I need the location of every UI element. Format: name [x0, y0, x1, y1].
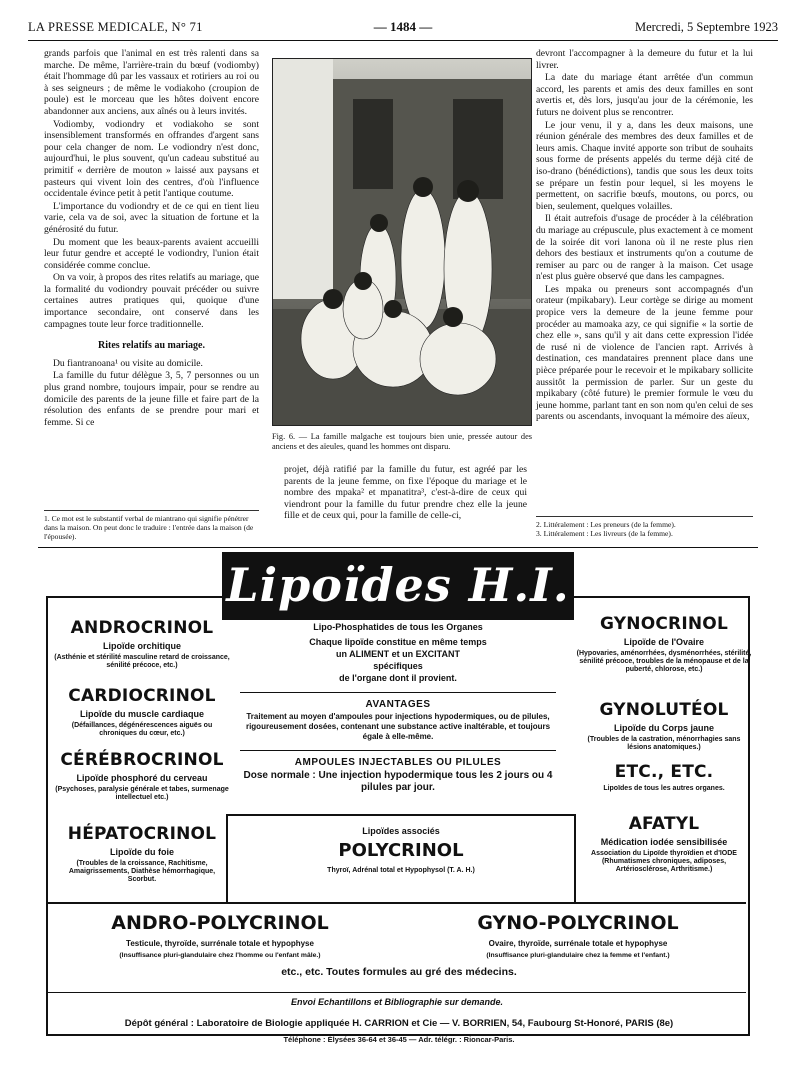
- article-column-2: [284, 464, 527, 523]
- ad-center-text: [240, 636, 556, 794]
- ampoules-heading: AMPOULES INJECTABLES OU PILULES: [240, 750, 556, 768]
- product-name: ANDRO-POLYCRINOL: [111, 912, 329, 934]
- photo-caption: Fig. 6. — La famille malgache est toujours bien unie, pressée autour des anciens et des aïeules, quand les hommes ont disparu.: [272, 432, 532, 451]
- product-description: (Insuffisance pluri-glandulaire chez la femme et l'enfant.): [486, 952, 670, 959]
- paragraph: Il était autrefois d'usage de procéder à la célébration du mariage au crépuscule, plus exactement à ce moment de la soirée dit vori lanona où il ne reste plus rien dehors des bestiaux et instruments qu'on a coutume de remiser au parc ou de ranger à la maison. Cet usage n'est plus guère observé que dans les campagnes.: [536, 213, 753, 283]
- product-name: CARDIOCRINOL: [68, 686, 216, 706]
- paragraph: devront l'accompagner à la demeure du futur et la lui livrer.: [536, 48, 753, 71]
- lead-line: de l'organe dont il provient.: [339, 673, 457, 683]
- product-name: ANDROCRINOL: [70, 618, 214, 638]
- avantages-text: Traitement au moyen d'ampoules pour injections hypodermiques, ou de pilules, rigoureusement dosées, contenant une substance active inaltérable, et toujours égale à elle-même.: [245, 712, 551, 741]
- article-column-1: [44, 48, 259, 429]
- product-gyno-polycrinol: [408, 912, 748, 959]
- telephone-line: Téléphone : Élysées 36-64 et 36-45 — Adr. télégr. : Rioncar-Paris.: [283, 1035, 515, 1044]
- paragraph: Du fiantranoana¹ ou visite au domicile.: [53, 357, 203, 369]
- formulas-line: etc., etc. Toutes formules au gré des médecins.: [281, 966, 517, 978]
- paragraph: grands parfois que l'animal en est très ralenti dans sa marche. De même, l'arrière-train du bœuf (vodiomby) était l'hommage dû par les vassaux et rotiriers au roi ou à ses seigneurs ; de même le vodiakoho (croupion de poule) est le morceau que les hôtes doivent encore abandonner aux anciens, aux aînés ou à leurs invités.: [44, 48, 259, 117]
- product-description: (Défaillances, dégénérescences aiguës ou chroniques du cœur, etc.): [71, 722, 213, 738]
- depot-address: Dépôt général : Laboratoire de Biologie appliquée H. CARRION et Cie — V. BORRIEN, 54, Faubourg St-Honoré, PARIS (8e): [124, 1018, 674, 1029]
- product-subtitle: Lipoïde du Corps jaune: [613, 723, 714, 733]
- lipoides-advertisement: [40, 552, 758, 1050]
- product-androcrinol: [54, 618, 230, 670]
- product-subtitle: Ovaire, thyroïde, surrénale totale et hypophyse: [488, 939, 668, 948]
- product-subtitle: Lipoïde de l'Ovaire: [623, 637, 705, 647]
- product-name: HÉPATOCRINOL: [67, 824, 217, 844]
- footnotes-2-3: [536, 516, 753, 538]
- brand-subtitle: Lipo-Phosphatides de tous les Organes: [313, 622, 483, 632]
- product-name: GYNOCRINOL: [600, 614, 728, 634]
- section-divider: [38, 547, 758, 548]
- product-name: ETC., ETC.: [614, 762, 714, 782]
- bottom-rule: [48, 902, 746, 904]
- paragraph: Le jour venu, il y a, dans les deux maisons, une réunion générale des membres des deux familles et de leurs amis. Chaque invité apporte son tribut de souhaits sous forme de présents appelés du terme déjà cité de iso-drano (bénédictions), tandis que sous les deux toits se prépare un festin pour lequel, si les moyens le permettent, on sacrifie bœufs, moutons, ou porcs, ou bien, seulement, quelques volailles.: [536, 119, 753, 212]
- product-andro-polycrinol: [50, 912, 390, 959]
- product-name: AFATYL: [628, 814, 700, 834]
- product-description: (Hypovaries, aménorrhées, dysménorrhées, stérilité, sénilité précoce, troubles de la ménopause et de la puberté, chlorose, etc.): [576, 650, 752, 674]
- product-name: CÉRÉBROCRINOL: [60, 750, 224, 770]
- brand-banner: Lipoïdes H.I.: [222, 552, 574, 620]
- section-subtitle: Rites relatifs au mariage.: [97, 340, 205, 352]
- poly-title: Lipoïdes associés: [362, 826, 440, 836]
- poly-composition: Thyroï, Adrénal total et Hypophysol (T. A. H.): [327, 867, 475, 874]
- product-subtitle: Lipoïde phosphoré du cerveau: [76, 773, 208, 783]
- product-description: (Troubles de la castration, ménorrhagies sans lésions anatomiques.): [587, 736, 741, 752]
- samples-line: Envoi Echantillons et Bibliographie sur demande.: [48, 992, 746, 1007]
- paragraph: L'importance du vodiondry et de ce qui en tient lieu varie, cela va de soi, avec la situation de fortune et la générosité du futur.: [44, 200, 259, 235]
- product-subtitle: Médication iodée sensibilisée: [600, 837, 728, 847]
- product-cerebrocrinol: [54, 750, 230, 802]
- paragraph: Vodiomby, vodiondry et vodiakoho se sont insensiblement transformés en offrandes d'argent sans pour cela changer de nom. Le vodiondry n'est donc, aujourd'hui, le plus souvent, qu'un cadeau substitué au primitif « derrière de mouton » laissé aux paysans et pasteurs qui vivent loin des centres, d'où l'influence occidentale évince petit à petit l'antique coutume.: [44, 118, 259, 200]
- product-hepatocrinol: [54, 824, 230, 885]
- product-description: (Psychoses, paralysie générale et tabes, surmenage intellectuel etc.): [55, 786, 229, 802]
- poly-name: POLYCRINOL: [338, 840, 464, 861]
- paragraph: projet, déjà ratifié par la famille du futur, est agréé par les parents de la jeune femme, on fixe l'époque du mariage et le nombre des mpaka² et mpanatitra³, c'est-à-dire de ceux qui viendront pour la famille du futur prendre chez elle la jeune fille et de ceux qui, pour la famille de celle-ci,: [284, 464, 527, 522]
- product-description: (Asthénie et stérilité masculine retard de croissance, sénilité précoce, etc.): [54, 654, 230, 670]
- product-subtitle: Testicule, thyroïde, surrénale totale et hypophyse: [126, 939, 314, 948]
- footnote: 2. Littéralement : Les preneurs (de la femme).: [536, 520, 676, 529]
- product-description: (Insuffisance pluri-glandulaire chez l'homme ou l'enfant mâle.): [119, 952, 321, 959]
- paragraph: Du moment que les beaux-parents avaient accueilli leur futur gendre et accepté le vodiondry, l'union était considérée comme conclue.: [44, 236, 259, 271]
- product-subtitle: Lipoïde du foie: [110, 847, 174, 857]
- lead-line: spécifiques: [373, 661, 423, 671]
- product-name: GYNOLUTÉOL: [599, 700, 729, 720]
- footnote: 3. Littéralement : Les livreurs (de la femme).: [536, 529, 673, 538]
- issue-date: Mercredi, 5 Septembre 1923: [634, 20, 778, 34]
- avantages-heading: AVANTAGES: [240, 692, 556, 710]
- product-gynocrinol: [576, 614, 752, 675]
- product-description: Lipoïdes de tous les autres organes.: [603, 785, 725, 792]
- paragraph: La famille du futur délègue 3, 5, 7 personnes ou un plus grand nombre, toujours impair, pour se rendre au domicile des parents de la jeune fille et faire part de la résolution des enfants de se prendre pour mari et femme. Si ce: [44, 370, 259, 428]
- product-etc: [576, 762, 752, 793]
- header-rule: [28, 40, 778, 41]
- paragraph: Les mpaka ou preneurs sont accompagnés d'un orateur (mpikabary). Leur cortège se dirige au moment propice vers la demeure de la jeune femme pour procéder au mamoaka azy, ce qui signifie « la sortie de chez elle », sans qu'il y ait dans cette expression l'idée de rusé ni de violence de l'ancien rapt. Arrivés à destination, ces mandataires prennent place dans une pièce préparée pour le recevoir et le mpikabary sollicite aussitôt la permission de parler. Sur un geste du mpikabary (côté future) le premier formule le vœu du jeune homme, parlant tant en son nom qu'en celui de ses parents ou ascendants, invoquant la mémoire des aïeux,: [536, 283, 753, 423]
- product-subtitle: Lipoïde du muscle cardiaque: [79, 709, 205, 719]
- product-cardiocrinol: [54, 686, 230, 738]
- dose-text: Dose normale : Une injection hypodermique tous les 2 jours ou 4 pilules par jour.: [243, 770, 553, 793]
- page-number: — 1484 —: [373, 19, 433, 34]
- family-photograph: [272, 58, 532, 426]
- product-afatyl: [576, 814, 752, 875]
- product-description: Association du Lipoïde thyroïdien et d'IODE (Rhumatismes chroniques, adiposes, Artériosclérose, Arthritisme.): [591, 850, 737, 874]
- product-name: GYNO-POLYCRINOL: [477, 912, 679, 934]
- polycrinol-box: [226, 814, 576, 904]
- photo-illustration: [273, 59, 531, 425]
- lead-line: un ALIMENT et un EXCITANT: [336, 649, 460, 659]
- journal-name: LA PRESSE MEDICALE, N° 71: [28, 20, 203, 34]
- article-column-3: [536, 48, 753, 424]
- page-header: [28, 18, 778, 42]
- product-description: (Troubles de la croissance, Rachitisme, Amaigrissements, Diathèse hémorrhagique, Scorbut.: [68, 860, 216, 884]
- paragraph: On va voir, à propos des rites relatifs au mariage, que la formalité du vodiondry pouvait précéder ou suivre certaines autres pratiques qui, quoique d'une importance secondaire, ont conservé dans les campagnes toute leur force traditionnelle.: [44, 272, 259, 330]
- product-gynoluteol: [576, 700, 752, 752]
- lead-line: Chaque lipoïde constitue en même temps: [309, 637, 487, 647]
- footnote-1: 1. Ce mot est le substantif verbal de miantrano qui signifie pénétrer dans la maison. On peut donc le traduire : l'entrée dans la maison (de l'épousée).: [44, 510, 259, 541]
- product-subtitle: Lipoïde orchitique: [103, 641, 181, 651]
- paragraph: La date du mariage étant arrêtée d'un commun accord, les parents et amis des deux familles en sont avertis et, dès lors, jusqu'au jour de la cérémonie, les futurs ne doivent plus se rencontrer.: [536, 72, 753, 118]
